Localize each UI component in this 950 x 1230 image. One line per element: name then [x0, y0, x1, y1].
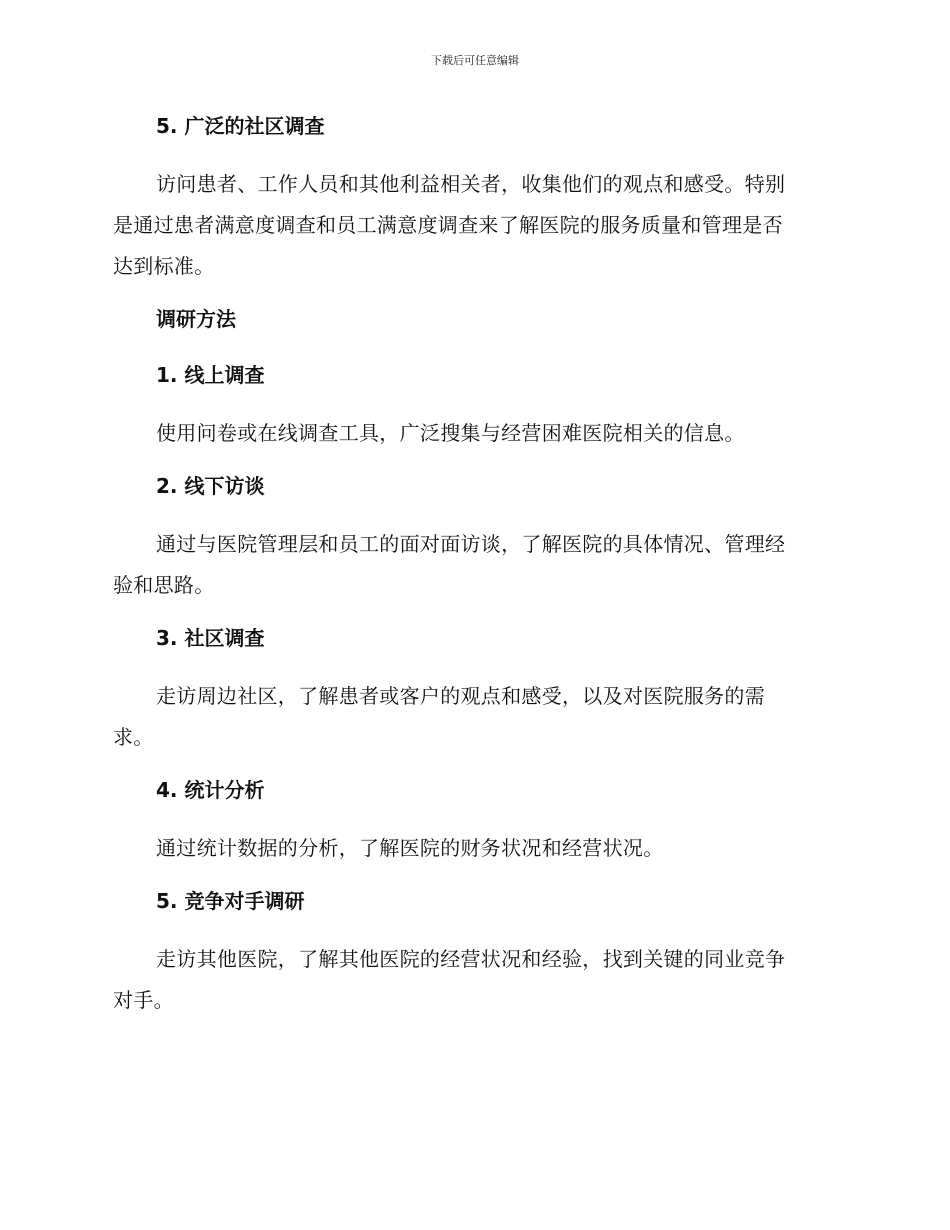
paragraph-competitor-research	[113, 939, 835, 1021]
paragraph-statistical-analysis	[113, 828, 835, 869]
paragraph-line: 达到标准。	[113, 254, 215, 278]
paragraph-line: 验和思路。	[113, 573, 215, 597]
page-header: 下载后可任意编辑	[431, 54, 519, 67]
paragraph-line: 是通过患者满意度调查和员工满意度调查来了解医院的服务质量和管理是否	[113, 213, 783, 237]
paragraph-line: 对手。	[113, 988, 174, 1012]
paragraph-line: 访问患者、工作人员和其他利益相关者，收集他们的观点和感受。特别	[156, 172, 786, 196]
section-heading-community-research: 3. 社区调查	[156, 626, 265, 650]
section-heading-statistical-analysis: 4. 统计分析	[156, 778, 265, 802]
section-heading-competitor-research: 5. 竞争对手调研	[156, 889, 305, 913]
section-heading-community-survey: 5. 广泛的社区调查	[156, 114, 325, 138]
paragraph-line: 通过与医院管理层和员工的面对面访谈，了解医院的具体情况、管理经	[156, 532, 786, 556]
section-heading-online-survey: 1. 线上调查	[156, 363, 265, 387]
paragraph-line: 求。	[113, 725, 154, 749]
paragraph-line: 走访周边社区，了解患者或客户的观点和感受，以及对医院服务的需	[156, 684, 765, 708]
paragraph-line: 使用问卷或在线调查工具，广泛搜集与经营困难医院相关的信息。	[156, 421, 745, 445]
paragraph-line: 走访其他医院，了解其他医院的经营状况和经验，找到关键的同业竞争	[156, 947, 786, 971]
paragraph-online-survey	[113, 413, 835, 454]
document-body	[113, 108, 835, 1035]
paragraph-community-research	[113, 676, 835, 758]
section-heading-offline-interview: 2. 线下访谈	[156, 474, 265, 498]
paragraph-line: 通过统计数据的分析，了解医院的财务状况和经营状况。	[156, 836, 664, 860]
paragraph-community-survey	[113, 164, 835, 287]
section-heading-research-methods: 调研方法	[156, 307, 236, 331]
paragraph-offline-interview	[113, 524, 835, 606]
